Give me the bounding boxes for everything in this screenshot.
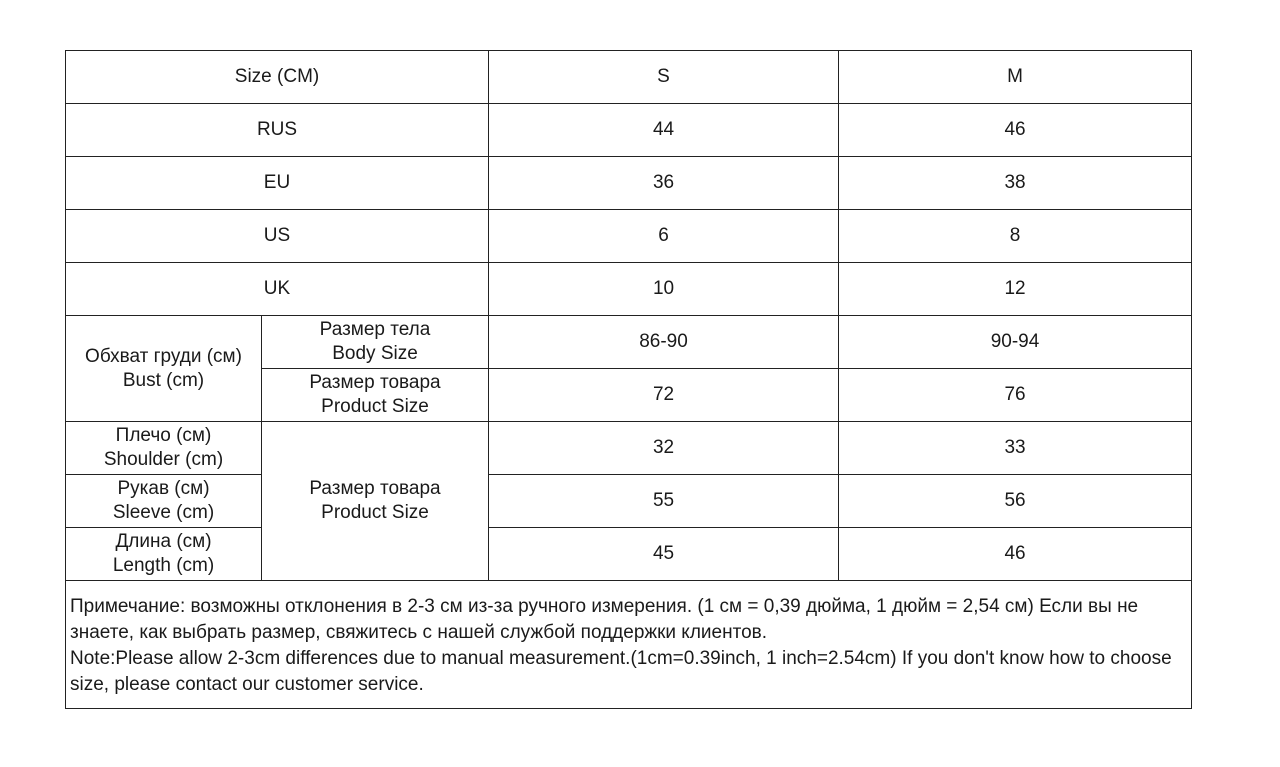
product-group-label-en: Product Size bbox=[321, 502, 429, 523]
table-row-uk bbox=[66, 263, 1192, 316]
body-size-label bbox=[262, 316, 489, 369]
product-group-label-ru: Размер товара bbox=[309, 478, 441, 499]
shoulder-label-en: Shoulder (cm) bbox=[103, 449, 224, 470]
cell-value: 76 bbox=[839, 369, 1192, 422]
header-size-label: Size (CM) bbox=[66, 51, 489, 104]
row-label: UK bbox=[66, 263, 489, 316]
cell-value: 10 bbox=[489, 263, 839, 316]
table-row-eu bbox=[66, 157, 1192, 210]
body-size-label-ru: Размер тела bbox=[319, 319, 431, 340]
length-label-ru: Длина (см) bbox=[115, 531, 212, 552]
shoulder-label-ru: Плечо (см) bbox=[115, 425, 212, 446]
table-row-us bbox=[66, 210, 1192, 263]
cell-value: 12 bbox=[839, 263, 1192, 316]
cell-value: 8 bbox=[839, 210, 1192, 263]
cell-value: 6 bbox=[489, 210, 839, 263]
cell-value: 38 bbox=[839, 157, 1192, 210]
row-label: RUS bbox=[66, 104, 489, 157]
cell-value: 72 bbox=[489, 369, 839, 422]
cell-value: 90-94 bbox=[839, 316, 1192, 369]
cell-value: 86-90 bbox=[489, 316, 839, 369]
shoulder-label bbox=[66, 422, 262, 475]
sleeve-label-ru: Рукав (см) bbox=[117, 478, 210, 499]
note-text-en: Note:Please allow 2-3cm differences due to manual measurement.(1cm=0.39inch, 1 inch=2.54cm) If you don't know how to choose size, please contact our customer service. bbox=[70, 648, 1172, 695]
note-row bbox=[66, 581, 1192, 709]
table-row-sleeve bbox=[66, 475, 1192, 528]
product-size-label-en: Product Size bbox=[321, 396, 429, 417]
bust-label bbox=[66, 316, 262, 422]
cell-value: 56 bbox=[839, 475, 1192, 528]
header-size-s: S bbox=[489, 51, 839, 104]
table-row-shoulder bbox=[66, 422, 1192, 475]
note-text-ru: Примечание: возможны отклонения в 2-3 см из-за ручного измерения. (1 см = 0,39 дюйма, 1 дюйм = 2,54 см) Если вы не знаете, как выбрать размер, свяжитесь с нашей службой поддержки клиентов. bbox=[70, 596, 1139, 643]
table-row-rus bbox=[66, 104, 1192, 157]
note-cell bbox=[66, 581, 1192, 709]
header-row bbox=[66, 51, 1192, 104]
cell-value: 33 bbox=[839, 422, 1192, 475]
cell-value: 44 bbox=[489, 104, 839, 157]
header-size-m: M bbox=[839, 51, 1192, 104]
sleeve-label bbox=[66, 475, 262, 528]
cell-value: 36 bbox=[489, 157, 839, 210]
length-label bbox=[66, 528, 262, 581]
body-size-label-en: Body Size bbox=[332, 343, 418, 364]
size-chart-table bbox=[65, 50, 1192, 709]
product-group-label bbox=[262, 422, 489, 581]
row-label: EU bbox=[66, 157, 489, 210]
cell-value: 46 bbox=[839, 104, 1192, 157]
cell-value: 45 bbox=[489, 528, 839, 581]
bust-label-ru: Обхват груди (см) bbox=[85, 345, 242, 367]
product-size-label bbox=[262, 369, 489, 422]
cell-value: 32 bbox=[489, 422, 839, 475]
row-label: US bbox=[66, 210, 489, 263]
sleeve-label-en: Sleeve (cm) bbox=[112, 502, 215, 523]
table-row-bust-body bbox=[66, 316, 1192, 369]
length-label-en: Length (cm) bbox=[112, 555, 215, 576]
cell-value: 55 bbox=[489, 475, 839, 528]
cell-value: 46 bbox=[839, 528, 1192, 581]
product-size-label-ru: Размер товара bbox=[309, 372, 441, 393]
table-row-length bbox=[66, 528, 1192, 581]
bust-label-en: Bust (cm) bbox=[122, 369, 205, 391]
